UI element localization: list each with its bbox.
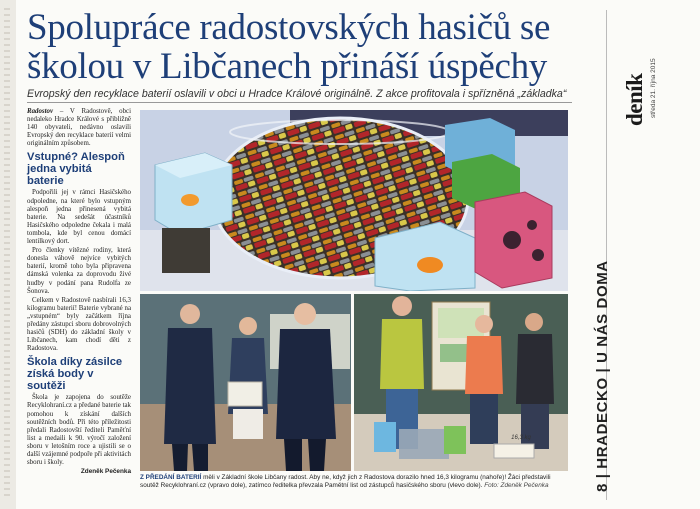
photo-caption (140, 474, 570, 489)
byline: Zdeněk Pečenka (80, 468, 131, 476)
newspaper-brand: deník (622, 73, 647, 126)
article-headline: Spolupráce radostovských hasičů se školou v Libčanech přináší úspěchy (27, 7, 551, 87)
caption-lead: Z PŘEDÁNÍ BATERIÍ (140, 474, 202, 481)
article-subheadline: Evropský den recyklace baterií oslavili v obci u Hradce Králové originálně. Z akce profitovala i spřízněná „základka“ (27, 88, 567, 100)
issue-date: středa 21. října 2015 (650, 58, 657, 118)
caption-text: měli v Základní škole Libčany radost. Aby ne, když jich z Radostova dorazilo hned 16,3 kilogramu (nahoře)! Žáci představili soutěž Recyklohraní.cz (vpravo dole), zatímco ředitelka převzala Pamětní list od zástupců hasičského sboru (vlevo dole). (140, 474, 551, 489)
batteries-bowl-illustration (140, 110, 568, 291)
lead-text: – V Radostově, obci nedaleko Hradce Králové s přibližně 140 obyvateli, nedávno oslavili Evropský den recyklace baterií velmi originálním způsobem. (27, 108, 131, 148)
photo-batteries-bowl (140, 110, 568, 291)
lead-paragraph (27, 108, 131, 148)
photo-firefighters-and-director (140, 294, 351, 471)
paragraph-4: Škola je zapojena do soutěže Recyklohraní.cz a předané baterie tak pomohou k získání dalších soutěžních bodů. Při této příležitosti předali Radostovští řediteli Paměťní list a medaili k 90. výročí založení sboru v letošním roce a ujistili se o další vzájemné podpoře při aktivitách sboru i školy. (27, 394, 131, 467)
weight-sign: 16,3 kg (511, 435, 531, 441)
section-label: 8 | HRADECKO | U NÁS DOMA (594, 260, 611, 492)
article-body-column (27, 108, 131, 476)
scan-edge (0, 0, 16, 509)
divider (27, 102, 572, 103)
section-heading-2: Škola díky zásilce získá body v soutěži (27, 356, 123, 393)
photo-credit: Foto: Zdeněk Pečenka (484, 481, 549, 489)
paragraph-2: Pro členky vítězné rodiny, která donesla váhově nejvíce vybitých baterií, kromě toho byla připravena dámská volenka za doprovodu živé hudby v podání pana Rudolfa ze Šonova. (27, 247, 131, 295)
section-heading-1: Vstupné? Alespoň jedna vybitá baterie (27, 151, 125, 188)
paragraph-1: Podpořili jej v rámci Hasičského odpoledne, na které bylo vstupným alespoň jedna přinesená vybitá baterie. Na sedešát účastníků Hasičského odpoledne čekala i malá tombola, kde byl cenou domácí lentilkový dort. (27, 189, 131, 246)
photo-pupils-recycling (354, 294, 568, 471)
firefighters-illustration (140, 294, 351, 471)
paragraph-3: Celkem v Radostově nasbírali 16,3 kilogramu baterií! Baterie vybrané na „vstupném“ byly začátkem října předány zástupci sboru dobrovolných hasičů (SDH) do základní školy v Libčanech, kam chodí děti z Radostova. (27, 296, 131, 353)
dateline-place: Radostov (27, 108, 54, 115)
